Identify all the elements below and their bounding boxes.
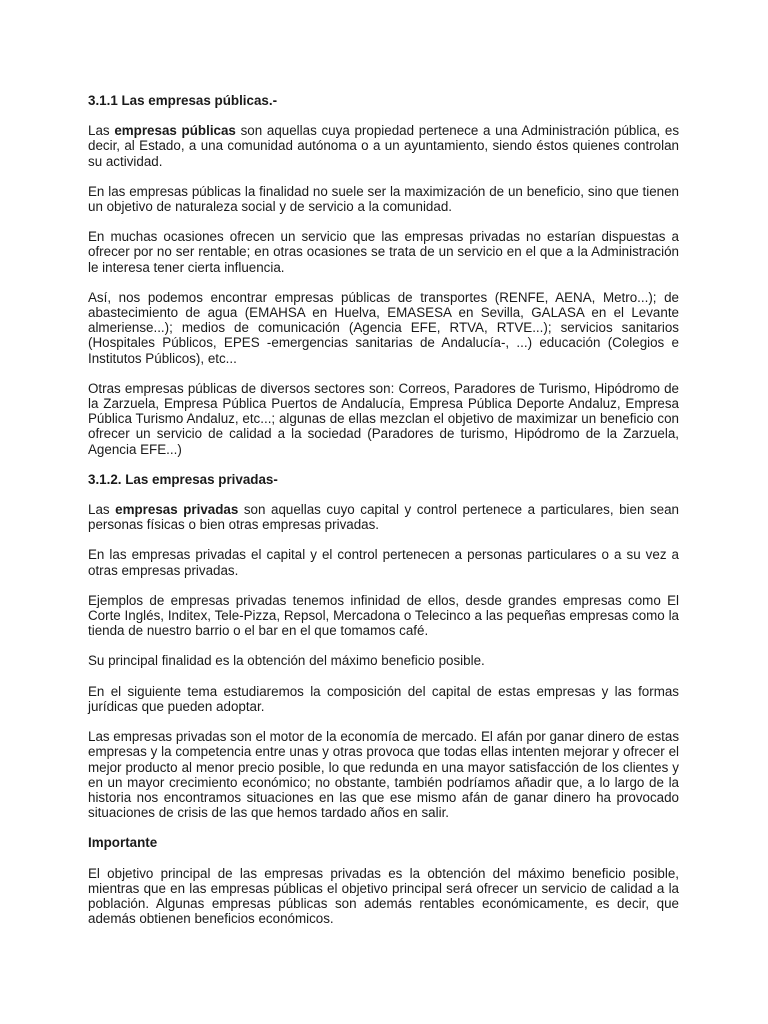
paragraph-siguiente-tema: En el siguiente tema estudiaremos la composición del capital de estas empresas y las formas jurídicas que pueden adoptar.	[88, 683, 679, 714]
text-run: Las	[88, 502, 116, 518]
section-heading-empresas-privadas: 3.1.2. Las empresas privadas-	[88, 471, 278, 487]
section-heading-empresas-publicas: 3.1.1 Las empresas públicas.-	[88, 93, 278, 108]
paragraph-control-privadas: En las empresas privadas el capital y el control pertenecen a personas particulares o a su vez a otras empresas privadas.	[88, 547, 679, 578]
paragraph-motor-economia: Las empresas privadas son el motor de la economía de mercado. El afán por ganar dinero de estas empresas y la competencia entre unas y otras provoca que todas ellas intenten mejorar y ofrecer el mejor producto al menor precio posible, lo que redunda en una mayor satisfacción de los clientes y en un mayor crecimiento económico; no obstante, también podríamos añadir que, a lo largo de la historia nos encontramos situaciones en las que ese mismo afán de ganar dinero ha provocado situaciones de crisis de las que hemos tardado años en salir.	[88, 729, 680, 821]
paragraph-ejemplos-publicas: Así, nos podemos encontrar empresas públicas de transportes (RENFE, AENA, Metro...); de abastecimiento de agua (EMAHSA en Huelva, EMASESA en Sevilla, GALASA en el Levante almeriense...); medios de comunicación (Agencia EFE, RTVA, RTVE...); servicios sanitarios (Hospitales Públicos, EPES -emergencias sanitarias de Andalucía-, ...) educación (Colegios e Institutos Públicos), etc...	[88, 289, 679, 366]
paragraph-otras-publicas: Otras empresas públicas de diversos sectores son: Correos, Paradores de Turismo, Hipódromo de la Zarzuela, Empresa Pública Puertos de Andalucía, Empresa Pública Deporte Andaluz, Empresa Pública Turismo Andaluz, etc...; algunas de ellas mezclan el objetivo de maximizar un beneficio con ofrecer un servicio de calidad a la sociedad (Paradores de turismo, Hipódromo de la Zarzuela, Agencia EFE...)	[88, 380, 679, 457]
paragraph-definicion-publicas	[88, 123, 679, 169]
text-run: son aquellas cuya propiedad pertenece a una Administración pública, es decir, al Estado, a una comunidad autónoma o a un ayuntamiento, siendo éstos quienes controlan su actividad.	[88, 123, 680, 169]
paragraph-importante: El objetivo principal de las empresas privadas es la obtención del máximo beneficio posible, mientras que en las empresas públicas el objetivo principal será ofrecer un servicio de calidad a la población. Algunas empresas públicas son además rentables económicamente, es decir, que además obtienen beneficios económicos.	[88, 865, 679, 927]
document-page	[88, 93, 679, 941]
bold-term-empresas-publicas: empresas públicas	[114, 123, 236, 139]
text-run: son aquellas cuyo capital y control pertenece a particulares, bien sean personas físicas o bien otras empresas privadas.	[88, 502, 679, 533]
section-heading-importante: Importante	[88, 835, 158, 851]
paragraph-finalidad-publicas: En las empresas públicas la finalidad no suele ser la maximización de un beneficio, sino que tienen un objetivo de naturaleza social y de servicio a la comunidad.	[88, 183, 679, 215]
paragraph-definicion-privadas	[88, 502, 679, 532]
text-run: Las	[88, 123, 115, 139]
paragraph-ejemplos-privadas: Ejemplos de empresas privadas tenemos infinidad de ellos, desde grandes empresas como El Corte Inglés, Inditex, Tele-Pizza, Repsol, Mercadona o Telecinco a las pequeñas empresas como la tienda de nuestro barrio o el bar en el que tomamos café.	[88, 592, 679, 639]
paragraph-servicio-publicas: En muchas ocasiones ofrecen un servicio que las empresas privadas no estarían dispuestas a ofrecer por no ser rentable; en otras ocasiones se trata de un servicio en el que a la Administración le interesa tener cierta influencia.	[88, 229, 679, 275]
bold-term-empresas-privadas: empresas privadas	[115, 502, 239, 518]
paragraph-finalidad-privadas: Su principal finalidad es la obtención del máximo beneficio posible.	[88, 653, 485, 669]
